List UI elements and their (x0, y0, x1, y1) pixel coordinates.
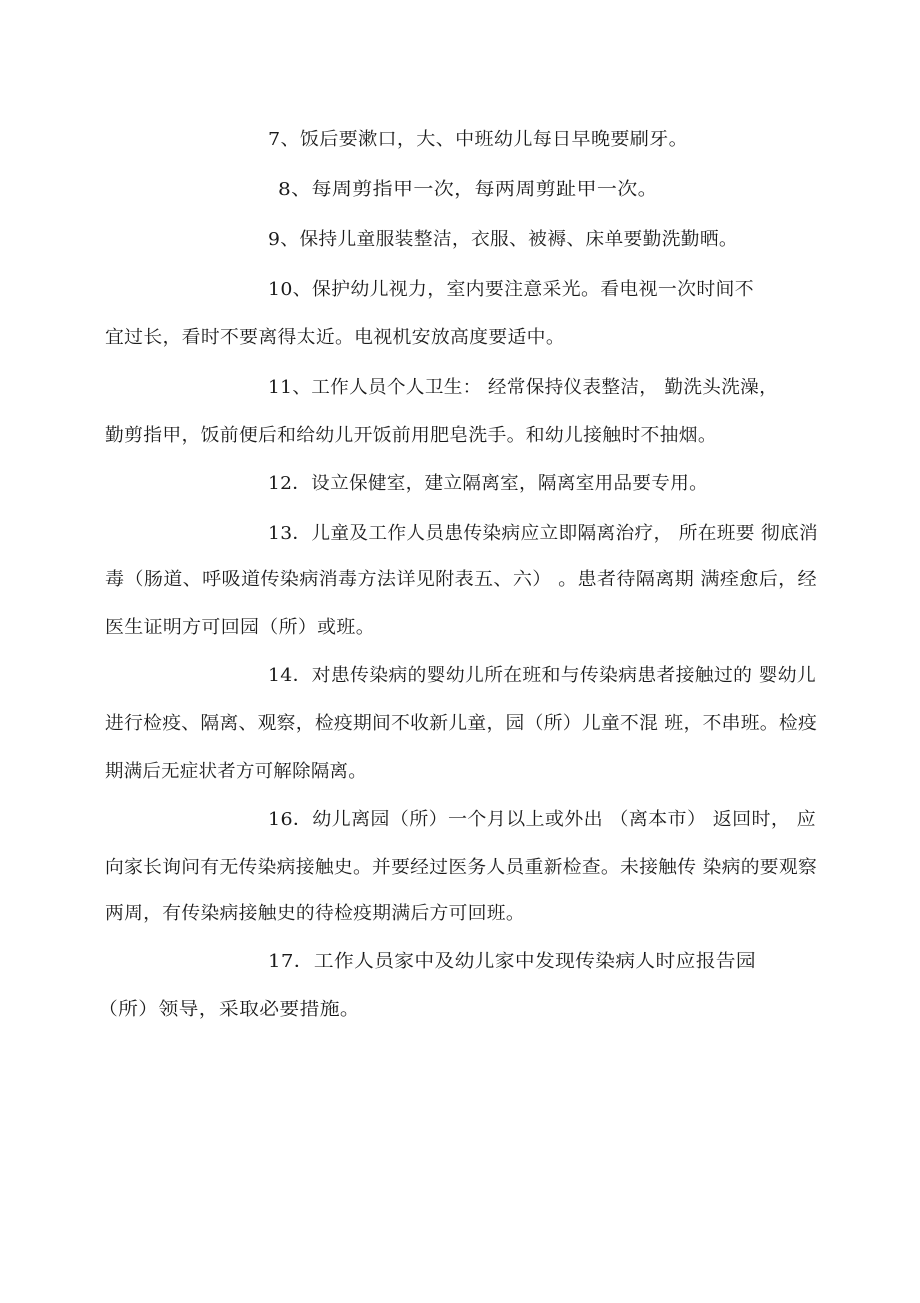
text-line-item-8: 8、每周剪指甲一次，每两周剪趾甲一次。 (278, 179, 659, 200)
text-line-item-16-a: 16．幼儿离园（所）一个月以上或外出 （离本市） 返回时， 应 (268, 809, 817, 830)
text-line-item-13-a: 13．儿童及工作人员患传染病应立即隔离治疗， 所在班要 彻底消 (268, 523, 818, 544)
text-line-item-7: 7、饭后要漱口，大、中班幼儿每日早晚要刷牙。 (268, 129, 688, 150)
text-line-item-14-b: 进行检疫、隔离、观察，检疫期间不收新儿童，园（所）儿童不混 班，不串班。检疫 (105, 713, 818, 734)
text-line-item-11-a: 11、工作人员个人卫生： 经常保持仪表整洁， 勤洗头洗澡， (268, 377, 779, 398)
text-line-item-10-a: 10、保护幼儿视力，室内要注意采光。看电视一次时间不 (268, 279, 754, 300)
text-line-item-16-c: 两周，有传染病接触史的待检疫期满后方可回班。 (105, 903, 526, 924)
text-line-item-13-b: 毒（肠道、呼吸道传染病消毒方法详见附表五、六） 。患者待隔离期 满痊愈后，经 (105, 569, 817, 590)
text-line-item-17-b: （所）领导，采取必要措施。 (98, 999, 361, 1020)
text-line-item-14-a: 14．对患传染病的婴幼儿所在班和与传染病患者接触过的 婴幼儿 (268, 665, 817, 686)
text-line-item-12: 12．设立保健室，建立隔离室，隔离室用品要专用。 (268, 473, 709, 494)
text-line-item-16-b: 向家长询问有无传染病接触史。并要经过医务人员重新检查。未接触传 染病的要观察 (105, 857, 818, 878)
text-line-item-13-c: 医生证明方可回园（所）或班。 (105, 617, 376, 638)
text-line-item-10-b: 宜过长，看时不要离得太近。电视机安放高度要适中。 (105, 327, 566, 348)
text-line-item-14-c: 期满后无症状者方可解除隔离。 (105, 761, 367, 782)
text-line-item-11-b: 勤剪指甲，饭前便后和给幼儿开饭前用肥皂洗手。和幼儿接触时不抽烟。 (105, 425, 718, 446)
text-line-item-17-a: 17．工作人员家中及幼儿家中发现传染病人时应报告园 (268, 951, 757, 972)
text-line-item-9: 9、保持儿童服装整洁，衣服、被褥、床单要勤洗勤晒。 (268, 229, 738, 250)
